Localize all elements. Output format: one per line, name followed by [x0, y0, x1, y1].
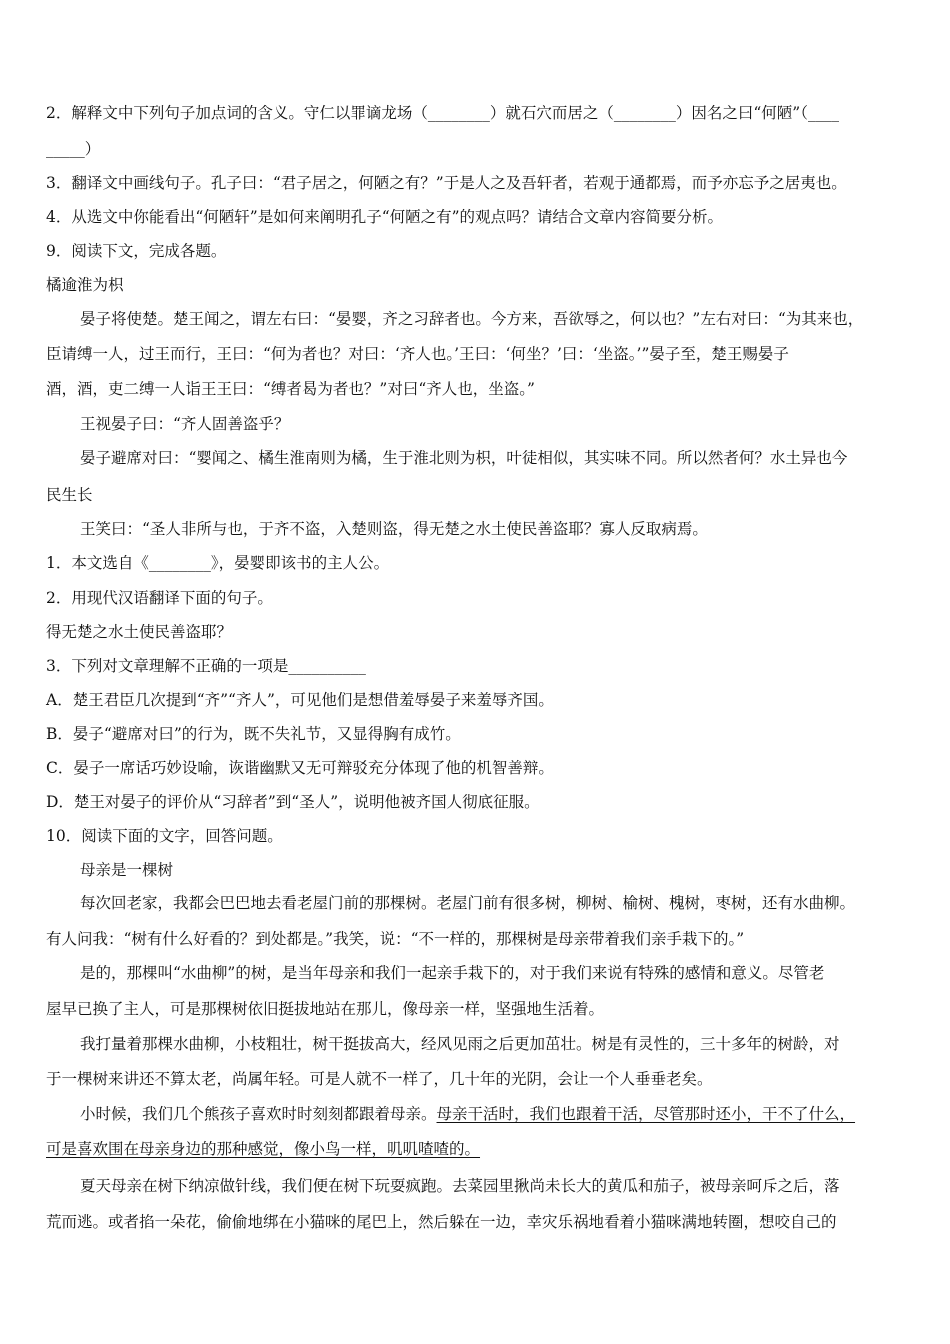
passage-9-line: 民生长 [46, 486, 93, 504]
option-a: A．楚王君臣几次提到“齐”“齐人”，可见他们是想借羞辱晏子来羞辱齐国。 [46, 691, 554, 709]
question-2-continuation: _____） [46, 140, 101, 158]
question-4-text: 4．从选文中你能看出“何陋轩”是如何来阐明孔子“何陋之有”的观点吗？请结合文章内容简要分析。 [46, 208, 724, 226]
passage-9-line: 王视晏子曰：“齐人固善盗乎？ [80, 415, 290, 433]
passage-10-line-plain: 小时候，我们几个熊孩子喜欢时时刻刻都跟着母亲。 [80, 1105, 437, 1123]
passage-9-line: 晏子避席对曰：“婴闻之、橘生淮南则为橘，生于淮北则为枳，叶徒相似，其实味不同。所以然者何？水土异也今 [80, 449, 848, 467]
section-9-question-1: 1．本文选自《________》，晏婴即该书的主人公。 [46, 554, 390, 572]
passage-10-title: 母亲是一棵树 [80, 861, 174, 879]
passage-10-line: 于一棵树来讲还不算太老，尚属年轻。可是人就不一样了，几十年的光阴，会让一个人垂垂老矣。 [46, 1070, 713, 1088]
passage-10-line: 是的，那棵叫“水曲柳”的树，是当年母亲和我们一起亲手栽下的，对于我们来说有特殊的感情和意义。尽管老 [80, 964, 825, 982]
section-9-question-3: 3．下列对文章理解不正确的一项是__________ [46, 657, 366, 675]
option-c: C．晏子一席话巧妙设喻，诙谐幽默又无可辩驳充分体现了他的机智善辩。 [46, 759, 554, 777]
passage-9-line: 酒，酒，吏二缚一人诣王王曰：“缚者曷为者也？”对曰“齐人也，坐盗。” [46, 380, 535, 398]
passage-10-line: 屋早已换了主人，可是那棵树依旧挺拔地站在那儿，像母亲一样，坚强地生活着。 [46, 1000, 605, 1018]
passage-10-line: 每次回老家，我都会巴巴地去看老屋门前的那棵树。老屋门前有很多树，柳树、榆树、槐树，枣树，还有水曲柳。 [80, 894, 856, 912]
passage-9-line: 臣请缚一人，过王而行，王曰：“何为者也？对曰：‘齐人也。’王曰：‘何坐？’曰：‘坐盗。’”晏子至，楚王赐晏子 [46, 345, 789, 363]
passage-10-line: 夏天母亲在树下纳凉做针线，我们便在树下玩耍疯跑。去菜园里揪尚未长大的黄瓜和茄子，被母亲呵斥之后，落 [80, 1177, 840, 1195]
section-9-heading: 9．阅读下文，完成各题。 [46, 242, 227, 260]
passage-9-line: 晏子将使楚。楚王闻之，谓左右曰：“晏婴，齐之习辞者也。今方来，吾欲辱之，何以也？”左右对曰：“为其来也， [80, 310, 864, 328]
option-b: B．晏子“避席对曰”的行为，既不失礼节，又显得胸有成竹。 [46, 725, 461, 743]
section-10-heading: 10．阅读下面的文字，回答问题。 [46, 827, 283, 845]
underlined-sentence-continued: 可是喜欢围在母亲身边的那种感觉，像小鸟一样，叽叽喳喳的。 [46, 1140, 481, 1158]
question-3-text: 3．翻译文中画线句子。孔子曰：“君子居之，何陋之有？”于是人之及吾轩者，若观于通都焉，而予亦忘予之居夷也。 [46, 174, 847, 192]
passage-9-title: 橘逾淮为枳 [46, 276, 124, 294]
passage-10-line [46, 1138, 918, 1160]
question-2-text: 2．解释文中下列句子加点词的含义。守仁以罪谪龙场（________）就石穴而居之（________）因名之曰“何陋”（____ [46, 104, 839, 122]
passage-10-line: 有人问我：“树有什么好看的？到处都是。”我笑，说：“不一样的，那棵树是母亲带着我们亲手栽下的。” [46, 930, 745, 948]
translate-sentence: 得无楚之水土使民善盗耶？ [46, 623, 233, 641]
passage-10-line: 我打量着那棵水曲柳，小枝粗壮，树干挺拔高大，经风见雨之后更加茁壮。树是有灵性的，三十多年的树龄，对 [80, 1035, 840, 1053]
section-9-question-2: 2．用现代汉语翻译下面的句子。 [46, 589, 273, 607]
passage-10-line: 荒而逃。或者掐一朵花，偷偷地绑在小猫咪的尾巴上，然后躲在一边，幸灾乐祸地看着小猫咪满地转圈，想咬自己的 [46, 1213, 837, 1231]
passage-10-line [80, 1103, 918, 1125]
option-d: D．楚王对晏子的评价从“习辞者”到“圣人”，说明他被齐国人彻底征服。 [46, 793, 540, 811]
underlined-sentence: 母亲干活时，我们也跟着干活，尽管那时还小，干不了什么， [436, 1105, 856, 1123]
passage-9-line: 王笑曰：“圣人非所与也，于齐不盗，入楚则盗，得无楚之水土使民善盗耶？寡人反取病焉。 [80, 520, 708, 538]
